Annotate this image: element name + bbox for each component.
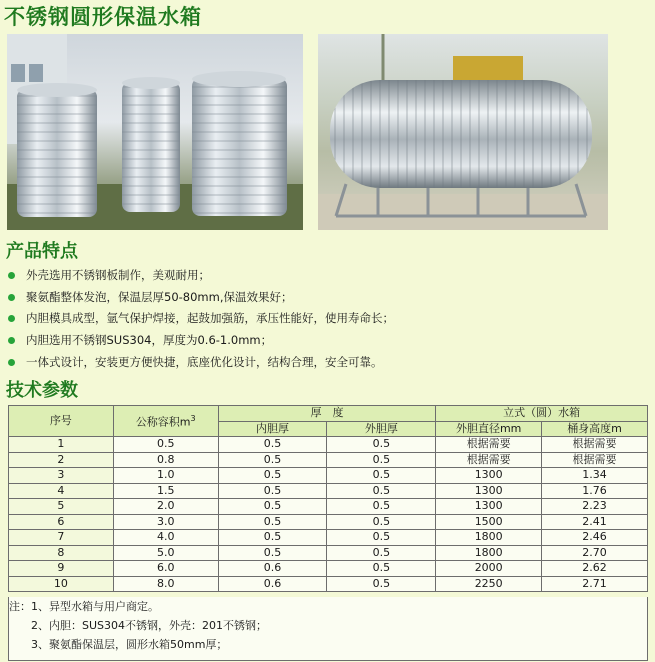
notes (8, 597, 648, 661)
bullet-icon (8, 359, 15, 366)
table-cell: 0.5 (327, 561, 436, 577)
bullet-icon (8, 315, 15, 322)
features-list (6, 265, 394, 373)
table-row (9, 499, 648, 515)
table-cell: 0.5 (218, 437, 327, 453)
header-diameter: 外胆直径mm (436, 421, 542, 437)
vertical-tanks-photo (7, 34, 303, 230)
table-cell: 0.5 (218, 468, 327, 484)
table-cell: 1 (9, 437, 114, 453)
table-cell: 1300 (436, 499, 542, 515)
table-cell: 根据需要 (542, 437, 648, 453)
table-cell: 6 (9, 514, 114, 530)
table-cell: 1800 (436, 530, 542, 546)
bullet-icon (8, 294, 15, 301)
table-cell: 0.6 (218, 576, 327, 592)
note-line: 注：1、异型水箱与用户商定。 (9, 600, 159, 613)
table-cell: 2.62 (542, 561, 648, 577)
table-cell: 1.5 (113, 483, 218, 499)
table-cell: 5.0 (113, 545, 218, 561)
table-cell: 0.5 (218, 499, 327, 515)
table-cell: 3 (9, 468, 114, 484)
table-cell: 1300 (436, 483, 542, 499)
features-heading: 产品特点 (6, 241, 78, 262)
table-cell: 0.8 (113, 452, 218, 468)
table-cell: 0.5 (218, 514, 327, 530)
table-cell: 0.5 (327, 514, 436, 530)
table-cell: 9 (9, 561, 114, 577)
table-cell: 0.6 (218, 561, 327, 577)
list-item: 外壳选用不锈钢板制作，美观耐用； (6, 265, 394, 287)
list-item: 聚氨酯整体发泡，保温层厚50-80mm,保温效果好； (6, 287, 394, 309)
table-cell: 1.0 (113, 468, 218, 484)
header-height: 桶身高度m (542, 421, 648, 437)
table-cell: 2.71 (542, 576, 648, 592)
table-cell: 0.5 (327, 576, 436, 592)
table-cell: 2250 (436, 576, 542, 592)
table-cell: 2.70 (542, 545, 648, 561)
note-line: 2、内胆：SUS304不锈钢，外壳：201不锈钢； (9, 619, 268, 632)
table-cell: 1.76 (542, 483, 648, 499)
table-cell: 0.5 (327, 530, 436, 546)
table-cell: 2.23 (542, 499, 648, 515)
table-row (9, 452, 648, 468)
table-cell: 8 (9, 545, 114, 561)
table-row (9, 483, 648, 499)
table-cell: 0.5 (327, 437, 436, 453)
table-cell: 1500 (436, 514, 542, 530)
table-cell: 0.5 (113, 437, 218, 453)
table-cell: 6.0 (113, 561, 218, 577)
table-cell: 2.46 (542, 530, 648, 546)
table-cell: 4 (9, 483, 114, 499)
table-cell: 4.0 (113, 530, 218, 546)
table-row (9, 545, 648, 561)
table-cell: 2 (9, 452, 114, 468)
table-cell: 0.5 (327, 545, 436, 561)
table-row (9, 530, 648, 546)
table-cell: 0.5 (218, 483, 327, 499)
table-row (9, 437, 648, 453)
table-cell: 根据需要 (436, 452, 542, 468)
table-cell: 10 (9, 576, 114, 592)
table-cell: 2000 (436, 561, 542, 577)
page-title: 不锈钢圆形保温水箱 (4, 5, 202, 29)
note-line: 3、聚氨酯保温层，圆形水箱50mm厚； (9, 638, 228, 651)
table-row (9, 468, 648, 484)
table-cell: 0.5 (218, 545, 327, 561)
list-item: 一体式设计，安装更方便快捷，底座优化设计，结构合理，安全可靠。 (6, 352, 394, 374)
header-inner: 内胆厚 (218, 421, 327, 437)
table-cell: 0.5 (327, 499, 436, 515)
horizontal-tank-photo (318, 34, 608, 230)
table-cell: 2.0 (113, 499, 218, 515)
table-cell: 3.0 (113, 514, 218, 530)
table-cell: 0.5 (327, 483, 436, 499)
table-cell: 1800 (436, 545, 542, 561)
table-cell: 8.0 (113, 576, 218, 592)
table-cell: 2.41 (542, 514, 648, 530)
table-cell: 0.5 (218, 530, 327, 546)
bullet-icon (8, 337, 15, 344)
header-vertical-tank: 立式（圆）水箱 (436, 406, 648, 422)
table-cell: 根据需要 (436, 437, 542, 453)
header-volume: 公称容积$m^3$ (113, 406, 218, 437)
table-cell: 0.5 (327, 452, 436, 468)
table-cell: 根据需要 (542, 452, 648, 468)
table-cell: 1.34 (542, 468, 648, 484)
list-item: 内胆选用不锈钢SUS304，厚度为0.6-1.0mm； (6, 330, 394, 352)
list-item: 内胆模具成型，氩气保护焊接，起鼓加强筋，承压性能好，使用寿命长； (6, 308, 394, 330)
header-no: 序号 (9, 406, 114, 437)
params-heading: 技术参数 (6, 380, 78, 401)
spec-table (8, 405, 648, 592)
table-cell: 5 (9, 499, 114, 515)
table-cell: 7 (9, 530, 114, 546)
header-outer: 外胆厚 (327, 421, 436, 437)
table-cell: 0.5 (327, 468, 436, 484)
table-cell: 0.5 (218, 452, 327, 468)
header-thickness: 厚 度 (218, 406, 436, 422)
table-row (9, 514, 648, 530)
table-row (9, 561, 648, 577)
table-row (9, 576, 648, 592)
table-cell: 1300 (436, 468, 542, 484)
bullet-icon (8, 272, 15, 279)
